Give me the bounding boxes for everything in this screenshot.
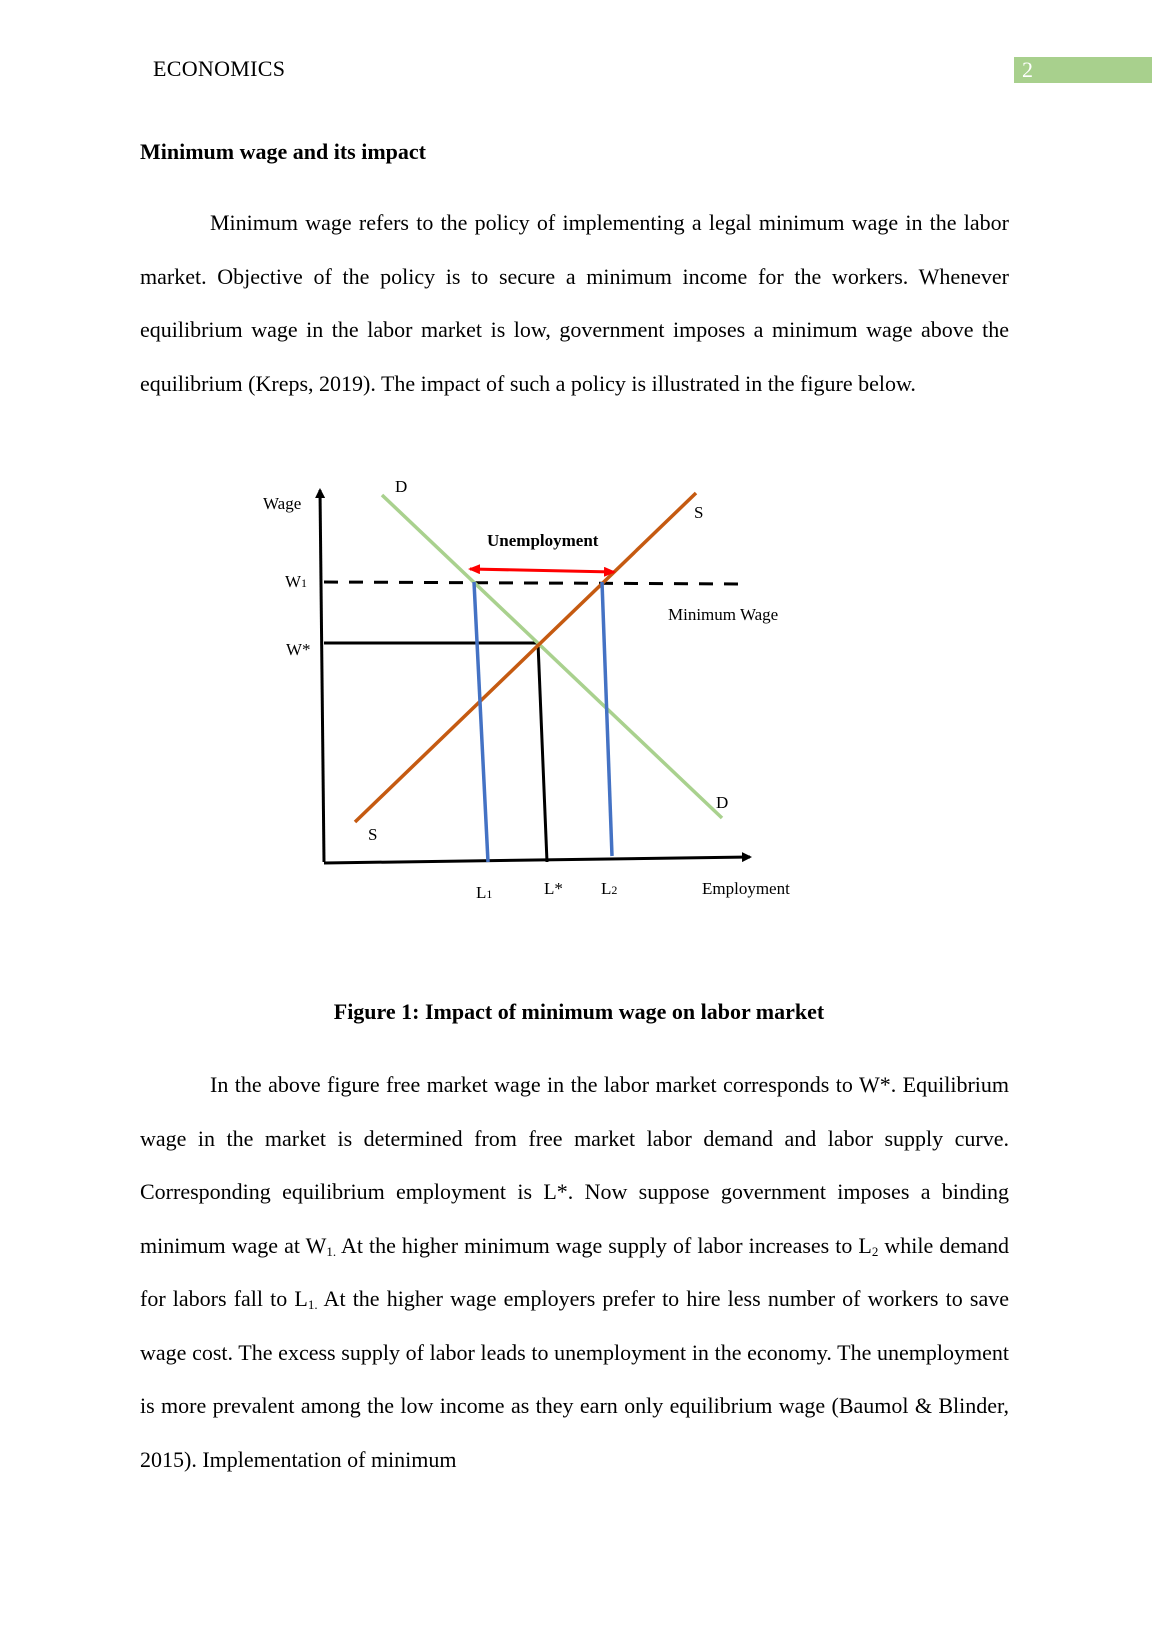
w1-label-sub: 1 — [301, 576, 308, 590]
running-header-title: ECONOMICS — [153, 56, 286, 81]
unemployment-arrow — [470, 569, 614, 572]
l1-quantity-line — [474, 582, 488, 862]
page-number-badge: 2 — [1014, 57, 1152, 83]
w-star-label: W* — [286, 640, 311, 659]
y-axis — [320, 490, 324, 862]
l2-label-sub: 2 — [611, 883, 618, 897]
l1-label-sub: 1 — [486, 887, 493, 901]
figure-caption: Figure 1: Impact of minimum wage on labor market — [333, 999, 825, 1024]
demand-bottom-label: D — [716, 793, 729, 812]
paragraph-analysis-part1: In the above figure free market wage in the labor market corresponds to W*. Equilibrium wage in the market is determined from free market labor demand and labor supply curve. Corresponding equilibrium employment is L*. Now suppose government imposes a binding minimum wage at W — [140, 1072, 1009, 1258]
paragraph-intro — [140, 196, 1009, 410]
l2-quantity-line — [602, 582, 612, 856]
w1-label — [285, 572, 307, 591]
paragraph-analysis-part2: At the higher minimum wage supply of labor increases to L — [336, 1232, 872, 1258]
w1-subscript: 1. — [326, 1243, 337, 1259]
x-axis-label: Employment — [702, 879, 790, 898]
supply-top-label: S — [694, 503, 704, 522]
l2-label — [601, 879, 617, 898]
minimum-wage-line — [324, 582, 746, 584]
demand-top-label: D — [395, 477, 408, 496]
paragraph-analysis-part3: while demand for labors fall to L — [140, 1232, 1009, 1311]
paragraph-analysis — [140, 1058, 1009, 1486]
paragraph-intro-text: Minimum wage refers to the policy of implementing a legal minimum wage in the labor market. Objective of the policy is to secure a minimum income for the workers. Whenever equilibrium wage in the labor market is low, government imposes a minimum wage above the equilibrium (Kreps, 2019). The impact of such a policy is illustrated in the figure below. — [140, 210, 1009, 396]
w1-label-base: W — [285, 572, 302, 591]
l2-subscript: 2 — [871, 1243, 879, 1259]
l1-label-base: L — [476, 883, 487, 902]
y-axis-label: Wage — [263, 494, 302, 513]
l1-label — [476, 883, 492, 902]
l-star-label: L* — [544, 879, 563, 898]
l1-subscript: 1. — [307, 1297, 318, 1312]
minimum-wage-figure — [260, 477, 860, 940]
equilibrium-employment-line — [538, 643, 547, 862]
x-axis — [324, 857, 750, 863]
paragraph-analysis-part4: At the higher wage employers prefer to hire less number of workers to save wage cost. The excess supply of labor leads to unemployment in the economy. The unemployment is more prevalent among the low income as they earn only equilibrium wage (Baumol & Blinder, 2015). Implementation of minimum — [140, 1286, 1009, 1472]
unemployment-label: Unemployment — [487, 531, 599, 550]
labor-market-diagram — [260, 477, 860, 940]
section-heading: Minimum wage and its impact — [140, 139, 426, 164]
minimum-wage-label: Minimum Wage — [668, 605, 779, 624]
l2-label-base: L — [601, 879, 612, 898]
supply-bottom-label: S — [368, 825, 378, 844]
